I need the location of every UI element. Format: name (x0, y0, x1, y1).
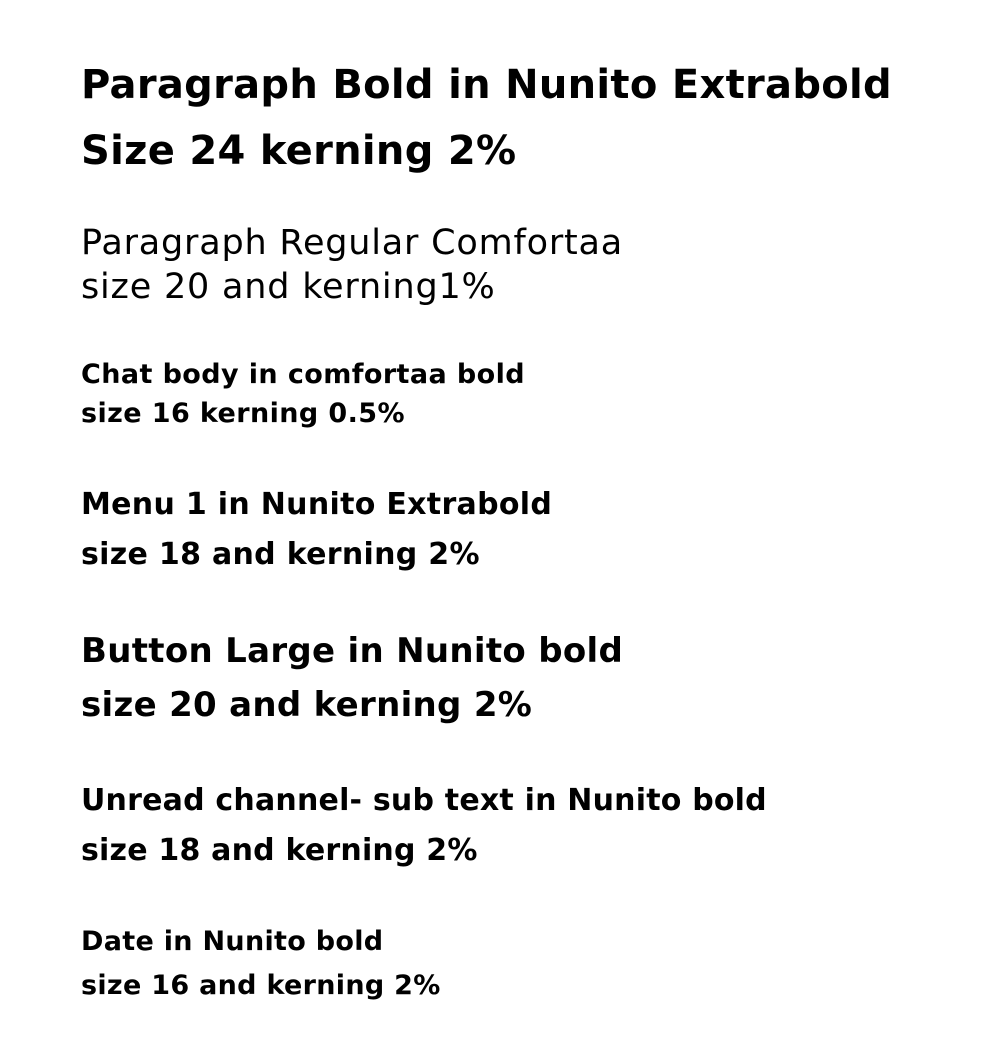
sample-line-2: size 18 and kerning 2% (81, 833, 478, 868)
sample-line-1: Chat body in comfortaa bold (81, 359, 525, 390)
unread-channel-sample (81, 776, 767, 876)
sample-line-1: Paragraph Bold in Nunito Extrabold (81, 62, 892, 108)
sample-line-2: size 18 and kerning 2% (81, 537, 480, 572)
sample-line-2: size 20 and kerning 2% (81, 685, 533, 725)
sample-line-1: Button Large in Nunito bold (81, 631, 624, 671)
sample-line-2: Size 24 kerning 2% (81, 128, 517, 174)
sample-line-1: Menu 1 in Nunito Extrabold (81, 487, 553, 522)
sample-line-2: size 16 kerning 0.5% (81, 398, 405, 429)
date-sample (81, 920, 441, 1008)
button-large-sample (81, 624, 623, 732)
chat-body-sample (81, 355, 525, 433)
sample-line-2: size 20 and kerning1% (81, 267, 496, 307)
sample-line-2: size 16 and kerning 2% (81, 970, 441, 1001)
sample-line-1: Date in Nunito bold (81, 926, 384, 957)
menu-1-sample (81, 480, 552, 580)
sample-line-1: Paragraph Regular Comfortaa (81, 223, 624, 263)
paragraph-bold-sample (81, 52, 892, 184)
paragraph-regular-sample (81, 221, 623, 309)
sample-line-1: Unread channel- sub text in Nunito bold (81, 783, 767, 818)
